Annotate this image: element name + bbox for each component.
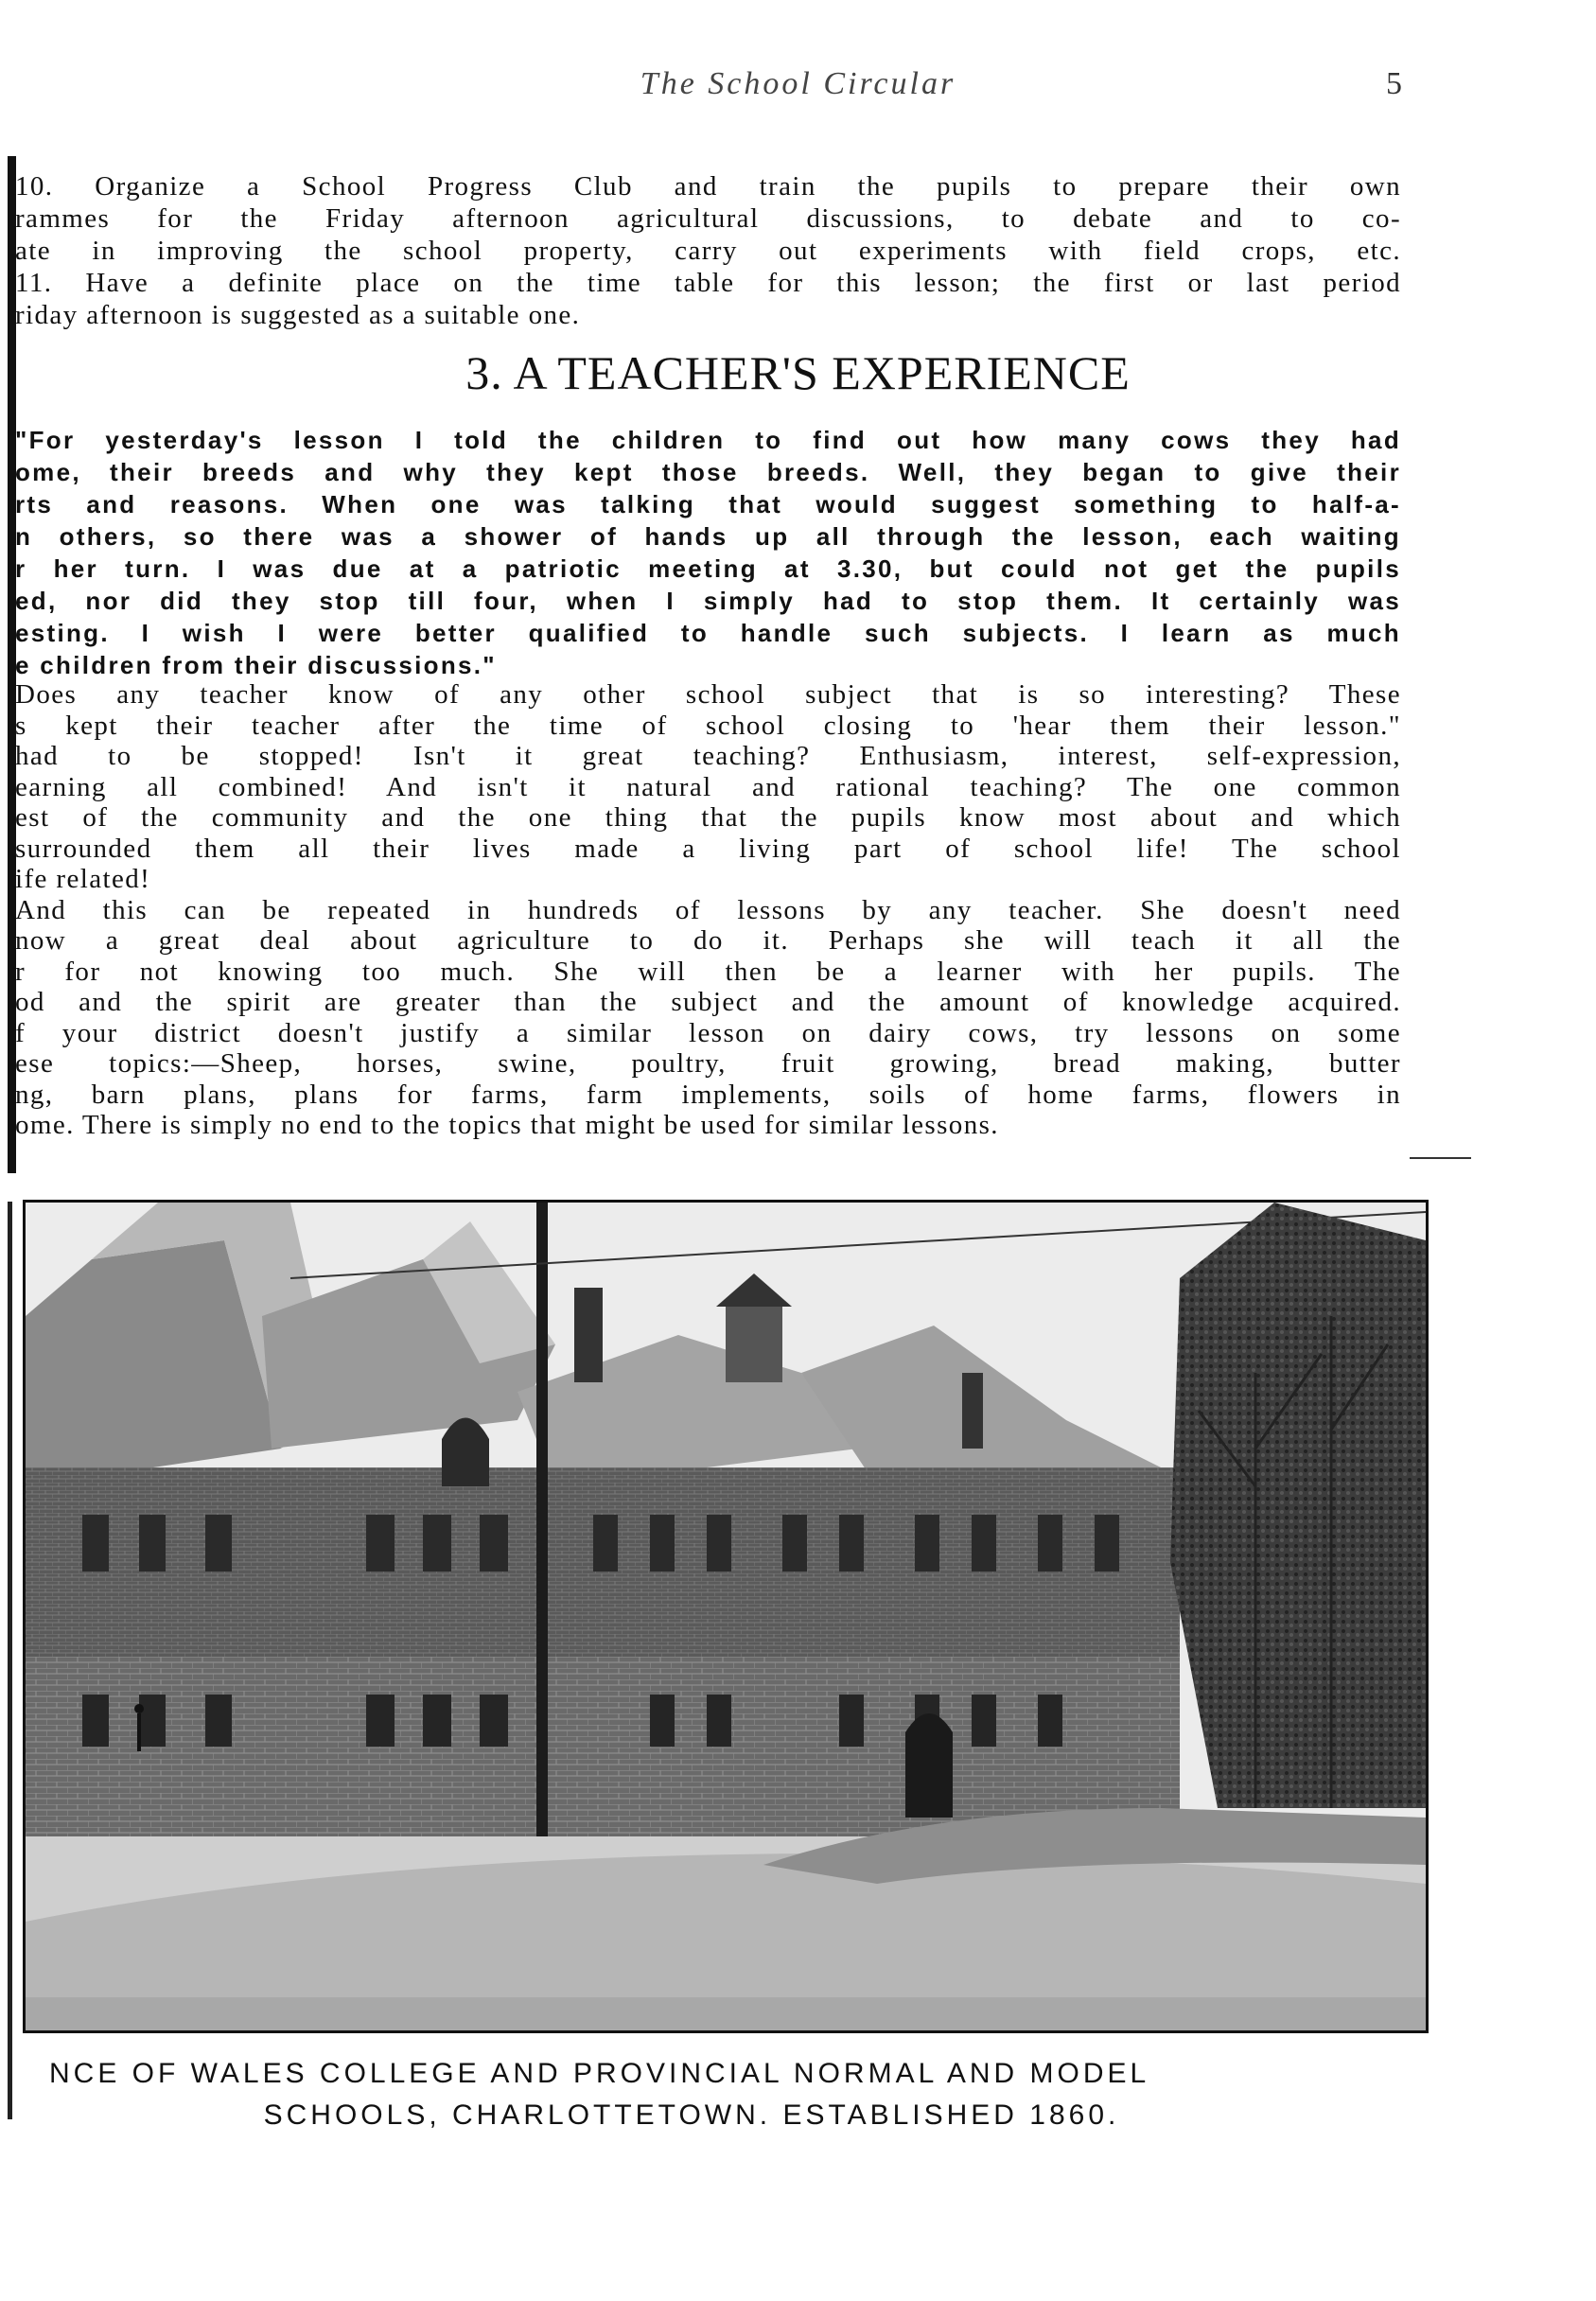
- running-title: The School Circular: [640, 66, 956, 101]
- section-heading: 3. A TEACHER'S EXPERIENCE: [465, 346, 1131, 399]
- body-line: s kept their teacher after the time of school closing to 'hear them their lesson.": [15, 710, 1401, 741]
- caption-line: SCHOOLS, CHARLOTTETOWN. ESTABLISHED 1860.: [263, 2099, 1120, 2131]
- body-paragraphs: [15, 679, 1401, 1141]
- body-line: ome. There is simply no end to the topics that might be used for similar lessons.: [15, 1110, 999, 1140]
- body-line: od and the spirit are greater than the subject and the amount of knowledge acquired.: [15, 987, 1401, 1017]
- binding-shadow-lower: [8, 1202, 12, 2119]
- quote-line: esting. I wish I were better qualified to handle such subjects. I learn as much: [15, 619, 1401, 647]
- body-line: now a great deal about agriculture to do it. Perhaps she will teach it all the: [15, 925, 1401, 956]
- body-line: had to be stopped! Isn't it great teaching? Enthusiasm, interest, self-expression,: [15, 741, 1401, 771]
- body-line: And this can be repeated in hundreds of lessons by any teacher. She doesn't need: [15, 894, 1401, 925]
- list-line: ate in improving the school property, carry out experiments with field crops, etc.: [15, 236, 1401, 266]
- body-line: ese topics:—Sheep, horses, swine, poultry, fruit growing, bread making, butter: [15, 1048, 1401, 1079]
- quote-line: ed, nor did they stop till four, when I simply had to stop them. It certainly was: [15, 587, 1401, 615]
- body-line: est of the community and the one thing that the pupils know most about and which: [15, 802, 1401, 833]
- teacher-quote: [15, 424, 1401, 681]
- quote-line: e children from their discussions.": [15, 651, 497, 679]
- numbered-list-continuation: [15, 170, 1401, 331]
- list-line: riday afternoon is suggested as a suitable one.: [15, 300, 581, 330]
- quote-line: "For yesterday's lesson I told the children to find out how many cows they had: [15, 426, 1401, 454]
- college-building-illustration: [26, 1203, 1426, 2030]
- body-line: f your district doesn't justify a similar lesson on dairy cows, try lessons on some: [15, 1017, 1401, 1048]
- body-line: ife related!: [15, 864, 151, 894]
- quote-line: r her turn. I was due at a patriotic meeting at 3.30, but could not get the pupils: [15, 554, 1401, 583]
- body-line: ng, barn plans, plans for farms, farm implements, soils of home farms, flowers in: [15, 1079, 1401, 1110]
- body-line: r for not knowing too much. She will then be a learner with her pupils. The: [15, 956, 1401, 987]
- body-line: earning all combined! And isn't it natural and rational teaching? The one common: [15, 771, 1401, 802]
- college-photograph: [23, 1200, 1429, 2033]
- caption-line: NCE OF WALES COLLEGE AND PROVINCIAL NORMAL AND MODEL: [49, 2058, 1150, 2089]
- list-line: 10. Organize a School Progress Club and train the pupils to prepare their own: [15, 171, 1401, 202]
- quote-line: ome, their breeds and why they kept those breeds. Well, they began to give their: [15, 458, 1401, 486]
- page-header: [0, 66, 1596, 114]
- photo-caption: [0, 2053, 1596, 2136]
- body-line: Does any teacher know of any other school subject that is so interesting? These: [15, 679, 1401, 710]
- body-line: surrounded them all their lives made a living part of school life! The school: [15, 833, 1401, 864]
- quote-line: rts and reasons. When one was talking that would suggest something to half-a-: [15, 490, 1401, 518]
- list-line: rammes for the Friday afternoon agricultural discussions, to debate and to co-: [15, 203, 1401, 234]
- list-line: 11. Have a definite place on the time table for this lesson; the first or last period: [15, 268, 1401, 298]
- page-number: 5: [1386, 66, 1402, 101]
- quote-line: n others, so there was a shower of hands up all through the lesson, each waiting: [15, 522, 1401, 551]
- dash-rule: [1410, 1157, 1471, 1159]
